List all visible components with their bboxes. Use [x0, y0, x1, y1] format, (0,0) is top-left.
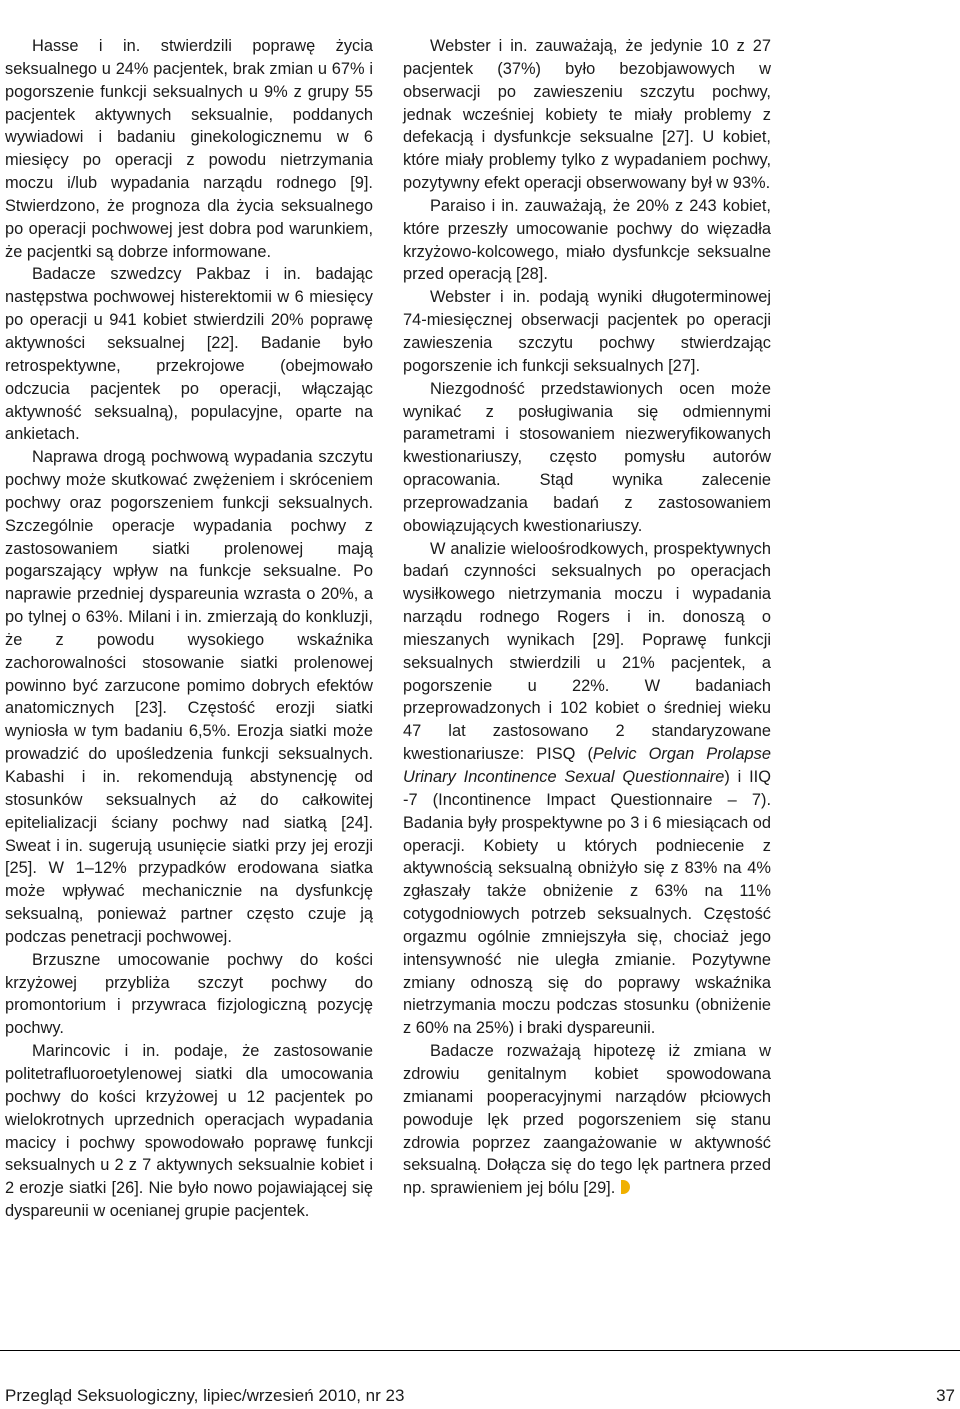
paragraph-text: W analizie wieloośrodkowych, prospektywnych badań czynności seksualnych po operacjach wysiłkowego nietrzymania moczu i wypadania narządu rodnego Rogers i in. donoszą o mieszanych wynikach [29]. Poprawę funkcji seksualnych stwierdzili u 21% pacjentek, a pogorszenie u 22%. W badaniach przeprowadzonych i 102 kobiet o średniej wieku 47 lat zastosowano 2 standaryzowane kwestionariusze: PISQ ( [403, 539, 771, 764]
paragraph: Hasse i in. stwierdzili poprawę życia seksualnego u 24% pacjentek, brak zmian u 67% i pogorszenie funkcji seksualnych u 9% z grupy 55 pacjentek aktywnych seksualnie, poddanych wywiadowi i badaniu ginekologicznemu w 6 miesięcy po operacji z powodu nietrzymania moczu i/lub wypadania narządu rodnego [9]. Stwierdzono, że prognoza dla życia seksualnego po operacji pochwowej jest dobra pod warunkiem, że pacjentki są dobrze informowane. [5, 37, 373, 261]
paragraph: Brzuszne umocowanie pochwy do kości krzyżowej przybliża szczyt pochwy do promontorium i przywraca fizjologiczną pozycję pochwy. [5, 950, 373, 1038]
end-of-article-icon [621, 1180, 630, 1194]
paragraph: Webster i in. zauważają, że jedynie 10 z 27 pacjentek (37%) było bezobjawowych w obserwacji po zawieszeniu szczytu pochwy, jednak wcześniej kobiety te miały problemy z defekacją i dysfunkcje seksualne [27]. U kobiet, które miały problemy tylko z wypadaniem pochwy, pozytywny efekt operacji obserwowany był w 93%. [403, 37, 771, 193]
paragraph: Marincovic i in. podaje, że zastosowanie politetrafluoroetylenowej siatki dla umocowania pochwy do kości krzyżowej u 12 pacjentek po wielokrotnych uprzednich operacjach wypadania macicy i pochwy spowodowało poprawę funkcji seksualnych u 2 z 7 aktywnych seksualnie kobiet i 2 erozje siatki [26]. Nie było nowo pojawiającej się dyspareunii w ocenianej grupie pacjentek. [5, 1042, 373, 1221]
journal-citation: Przegląd Seksuologiczny, lipiec/wrzesień 2010, nr 23 [5, 1386, 405, 1405]
questionnaire-name: Pelvic Organ Prolapse Urinary Incontinence Sexual Questionnaire [403, 745, 771, 786]
paragraph: Webster i in. podają wyniki długoterminowej 74-miesięcznej obserwacji pacjentek po operacji zawieszenia szczytu pochwy stwierdzając pogorszenie ich funkcji seksualnych [27]. [403, 288, 771, 375]
paragraph: Naprawa drogą pochwową wypadania szczytu pochwy może skutkować zwężeniem i skróceniem pochwy oraz pogorszeniem funkcji seksualnych. Szczególnie operacje wypadania pochwy z zastosowaniem siatki prolenowej mają pogarszający wpływ na funkcje seksualne. Po naprawie przedniej dyspareunia wzrasta o 20%, a po tylnej o 63%. Milani i in. zmierzają do konkluzji, że z powodu wysokiego wskaźnika zachorowalności stosowanie siatki prolenowej powinno być zarzucone pomimo dobrych efektów anatomicznych [23]. Częstość erozji siatki wyniosła w tym badaniu 6,5%. Erozja siatki może prowadzić do upośledzenia funkcji seksualnych. Kabashi i in. rekomendują abstynencję od stosunków seksualnych aż do całkowitej epitelializacji ściany pochwy nad siatką [24]. Sweat i in. sugerują usunięcie siatki przy jej erozji [25]. W 1–12% przypadków erodowana siatka może wpływać mechanicznie na dysfunkcję seksualną, ponieważ partner często czuje ją podczas penetracji pochwowej. [5, 448, 373, 946]
paragraph [403, 1040, 771, 1200]
paragraph-text: Badacze rozważają hipotezę iż zmiana w zdrowiu genitalnym kobiet spowodowana zmianami pooperacyjnymi narządów płciowych powoduje lęk przed pogorszeniem się stanu zdrowia poprzez zaangażowanie w aktywność seksualną. Dołącza się do tego lęk partnera przed np. sprawieniem jej bólu [29]. [403, 1042, 771, 1198]
footer-divider [0, 1350, 960, 1351]
paragraph: Badacze szwedzcy Pakbaz i in. badając następstwa pochwowej histerektomii w 6 miesięcy po operacji u 941 kobiet stwierdzili 20% poprawę aktywności seksualnej [22]. Badanie było retrospektywne, przekrojowe (obejmowało odczucia pacjentek po operacji, włączając aktywność seksualną), populacyjne, oparte na ankietach. [5, 265, 373, 444]
left-column [5, 35, 373, 1223]
paragraph: Paraiso i in. zauważają, że 20% z 243 kobiet, które przeszły umocowanie pochwy do więzadła krzyżowo-kolcowego, miało dysfunkcje seksualne przed operacją [28]. [403, 196, 771, 284]
right-column [403, 35, 771, 1200]
paragraph: Niezgodność przedstawionych ocen może wynikać z posługiwania się odmiennymi parametrami i stosowaniem niezweryfikowanych kwestionariuszy, często pomysłu autorów opracowania. Stąd wynika zalecenie przeprowadzania badań z zastosowaniem obowiązujących kwestionariuszy. [403, 379, 771, 535]
page-number: 37 [936, 1386, 955, 1405]
paragraph [403, 538, 771, 1041]
paragraph-text: ) i IIQ -7 (Incontinence Impact Questionnaire – 7). Badania były prospektywne po 3 i 6 miesiącach od operacji. Kobiety u których podniecenie z aktywnością seksualną obniżyło się z 83% na 4% zgłaszały także obniżenie z 63% na 11% cotygodniowych potrzeb seksualnych. Częstość orgazmu ogólnie zmniejszyła się, chociaż jego intensywność nie uległa zmianie. Pozytywne zmiany odnoszą się do poprawy wskaźnika nietrzymania moczu podczas stosunku (obniżenie z 60% na 25%) i braki dyspareunii. [403, 768, 771, 1038]
